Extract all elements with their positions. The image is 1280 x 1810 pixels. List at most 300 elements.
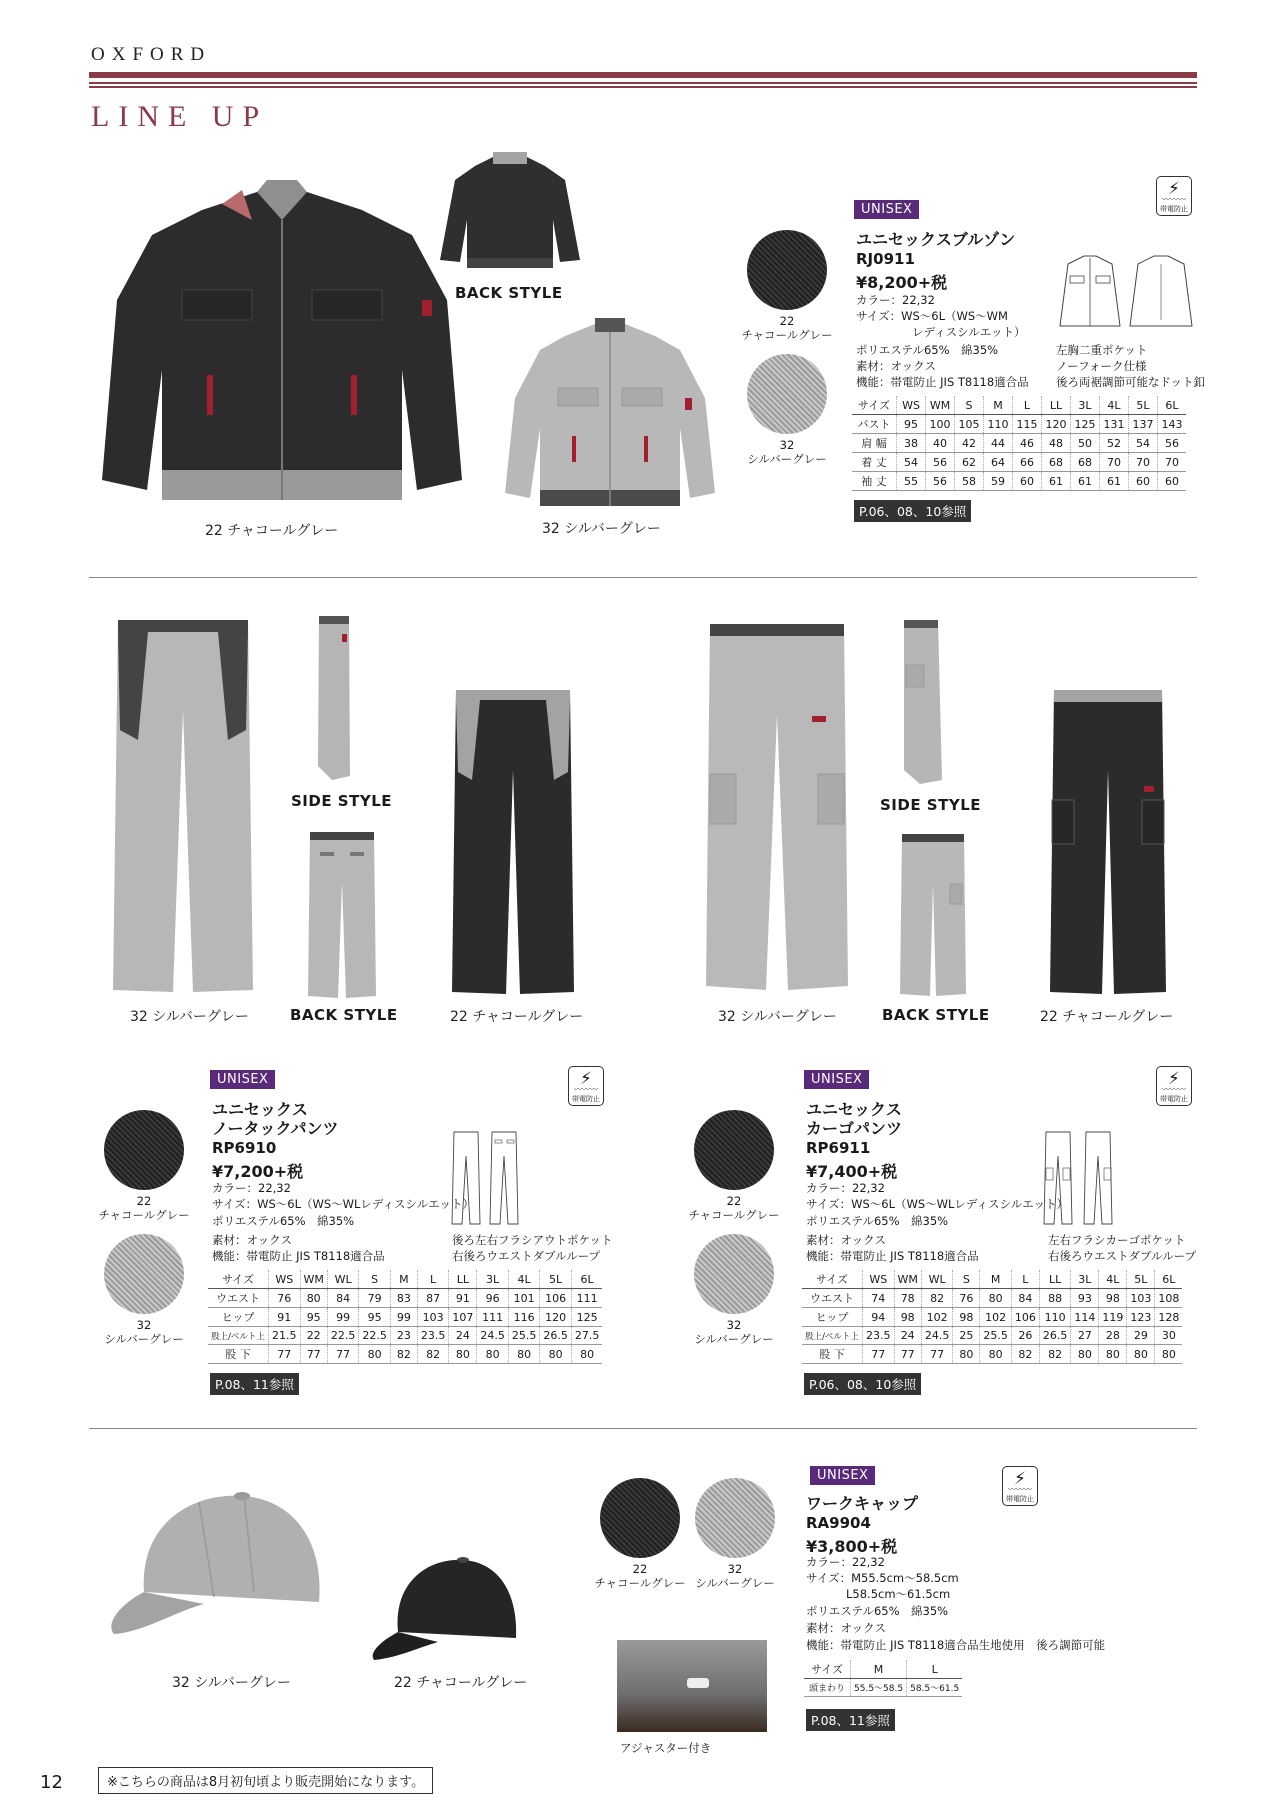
size-table-cell: 66 — [1013, 453, 1042, 472]
unisex-badge: UNISEX — [854, 200, 919, 219]
swatch-code: 22 — [779, 314, 795, 328]
product-function: 機能：帯電防止 JIS T8118適合品生地使用 後ろ調節可能 — [806, 1638, 1106, 1652]
pants2-side-image — [898, 620, 946, 786]
pants2-caption-silver: 32 シルバーグレー — [718, 1009, 837, 1025]
swatch-name: シルバーグレー — [104, 1332, 184, 1346]
size-table-cell: 5L — [1127, 1270, 1155, 1289]
cap-adjuster-image — [617, 1640, 767, 1732]
size-table-row — [208, 1308, 602, 1327]
size-table-cell: 42 — [955, 434, 984, 453]
antistatic-label: 帯電防止 — [1006, 1495, 1034, 1503]
size-table-cell: 79 — [359, 1289, 391, 1308]
size-table-row — [804, 1679, 962, 1697]
jacket-back-style-label: BACK STYLE — [455, 284, 563, 302]
size-table-cell: 26.5 — [540, 1327, 572, 1345]
pants1-size-table — [208, 1270, 602, 1364]
size-table-cell: 6L — [571, 1270, 602, 1289]
size-table-cell: 80 — [540, 1345, 572, 1364]
product-price: ¥8,200+税 — [856, 273, 948, 292]
size-table-cell: 55.5〜58.5 — [851, 1679, 907, 1697]
size-table-cell: 3L — [1071, 1270, 1099, 1289]
size-table-cell: 77 — [269, 1345, 301, 1364]
size-table-row — [208, 1345, 602, 1364]
jacket-charcoal-image — [82, 180, 482, 520]
size-table-label: 股上/ベルト上 — [802, 1327, 863, 1345]
unisex-badge: UNISEX — [810, 1466, 875, 1485]
size-table-cell: 82 — [417, 1345, 449, 1364]
size-table-cell: 27 — [1071, 1327, 1099, 1345]
size-table-cell: 44 — [984, 434, 1013, 453]
size-table-label: 袖 丈 — [852, 472, 897, 491]
feature-1: 後ろ左右フラシアウトポケット — [452, 1233, 613, 1247]
size-table-cell: 80 — [1127, 1345, 1155, 1364]
product-function: 機能：帯電防止 JIS T8118適合品 — [212, 1249, 385, 1263]
product-fabric: 素材：オックス — [856, 359, 937, 373]
size-table-cell: 61 — [1071, 472, 1100, 491]
size-table-label: 股上/ベルト上 — [208, 1327, 269, 1345]
swatch-charcoal — [747, 230, 827, 310]
size-table-label: サイズ — [208, 1270, 269, 1289]
size-table-cell: 111 — [571, 1289, 602, 1308]
swatch-charcoal-label — [590, 1562, 690, 1590]
pants1-back-style-label: BACK STYLE — [290, 1006, 398, 1024]
unisex-badge: UNISEX — [804, 1070, 869, 1089]
size-table-cell: 59 — [984, 472, 1013, 491]
cap-caption-charcoal: 22 チャコールグレー — [394, 1675, 528, 1691]
swatch-name: チャコールグレー — [98, 1208, 190, 1222]
size-table-cell: 61 — [1100, 472, 1129, 491]
size-table-cell: S — [953, 1270, 980, 1289]
product-price: ¥3,800+税 — [806, 1537, 898, 1556]
swatch-silver-label — [94, 1318, 194, 1346]
size-table-row — [802, 1308, 1182, 1327]
size-table-cell: 87 — [417, 1289, 449, 1308]
product-fabric: 素材：オックス — [212, 1233, 293, 1247]
lightning-icon: ⚡ — [1168, 179, 1180, 199]
feature-1: 左右フラシカーゴポケット — [1048, 1233, 1186, 1247]
size-table-cell: 95 — [897, 415, 926, 434]
swatch-silver — [104, 1234, 184, 1314]
size-table-cell: 24.5 — [477, 1327, 509, 1345]
product-fabric: 素材：オックス — [806, 1621, 887, 1635]
jacket-size-table — [852, 396, 1186, 491]
swatch-code: 32 — [726, 1318, 742, 1332]
pants2-size-table — [802, 1270, 1182, 1364]
product-name-line2: カーゴパンツ — [806, 1119, 903, 1138]
size-table-cell: 27.5 — [571, 1327, 602, 1345]
jacket-line-drawing — [1056, 246, 1196, 336]
section-title: LINE UP — [91, 100, 269, 133]
size-table-cell: 80 — [449, 1345, 477, 1364]
size-table-cell: 123 — [1127, 1308, 1155, 1327]
swatch-name: チャコールグレー — [688, 1208, 780, 1222]
size-table-cell: L — [417, 1270, 449, 1289]
swatch-charcoal — [600, 1478, 680, 1558]
size-table-cell: 106 — [1011, 1308, 1039, 1327]
product-color: カラー：22,32 — [856, 293, 935, 307]
swatch-code: 22 — [726, 1194, 742, 1208]
feature-2: 右後ろウエストダブルループ — [1048, 1249, 1197, 1263]
cap-charcoal-image — [368, 1552, 528, 1662]
size-table-cell: 105 — [955, 415, 984, 434]
size-table-cell: 28 — [1099, 1327, 1127, 1345]
feature-2: 右後ろウエストダブルループ — [452, 1249, 601, 1263]
size-table-cell: 5L — [1129, 396, 1158, 415]
size-table-cell: WL — [327, 1270, 359, 1289]
product-color: カラー：22,32 — [212, 1181, 291, 1195]
size-table-cell: 70 — [1158, 453, 1187, 472]
swatch-name: チャコールグレー — [741, 328, 833, 342]
size-table-cell: M — [984, 396, 1013, 415]
product-size: サイズ：M55.5cm〜58.5cm — [806, 1571, 959, 1585]
size-table-cell: 98 — [1099, 1289, 1127, 1308]
size-table-cell: 64 — [984, 453, 1013, 472]
product-name: ワークキャップ — [806, 1494, 919, 1513]
swatch-name: シルバーグレー — [694, 1332, 774, 1346]
header-band-thin — [89, 82, 1197, 84]
antistatic-icon: ⚡ 〰〰〰 帯電防止 — [1156, 176, 1192, 216]
size-table-cell: 24 — [449, 1327, 477, 1345]
lightning-icon: ⚡ — [1014, 1469, 1026, 1489]
size-table-cell: 102 — [921, 1308, 953, 1327]
cap-size-table — [804, 1660, 962, 1697]
size-table-cell: 4L — [1100, 396, 1129, 415]
size-table-cell: 94 — [863, 1308, 895, 1327]
size-table-cell: 58 — [955, 472, 984, 491]
size-table-cell: 54 — [1129, 434, 1158, 453]
size-table-cell: 4L — [508, 1270, 540, 1289]
size-table-cell: L — [1013, 396, 1042, 415]
size-table-cell: 98 — [894, 1308, 921, 1327]
size-table-cell: 40 — [926, 434, 955, 453]
size-table-cell: 82 — [1039, 1345, 1071, 1364]
jacket-caption-charcoal: 22 チャコールグレー — [205, 523, 339, 539]
size-table-cell: 91 — [449, 1289, 477, 1308]
size-table-cell: 80 — [980, 1345, 1012, 1364]
size-table-cell: 80 — [1155, 1345, 1183, 1364]
size-table-cell: 80 — [953, 1345, 980, 1364]
swatch-silver-label — [684, 1318, 784, 1346]
swatch-silver — [694, 1234, 774, 1314]
product-material: ポリエステル65% 綿35% — [212, 1214, 355, 1228]
size-table-header — [804, 1660, 962, 1679]
antistatic-label: 帯電防止 — [572, 1095, 600, 1103]
size-table-cell: 60 — [1013, 472, 1042, 491]
brand-name: OXFORD — [91, 44, 212, 65]
size-table-cell: 24 — [894, 1327, 921, 1345]
header-band-thin — [89, 86, 1197, 88]
size-table-cell: 23.5 — [863, 1327, 895, 1345]
size-table-cell: LL — [449, 1270, 477, 1289]
size-table-cell: 103 — [1127, 1289, 1155, 1308]
size-table-cell: 91 — [269, 1308, 301, 1327]
page-reference: P.06、08、10参照 — [804, 1373, 921, 1395]
size-table-cell: 23.5 — [417, 1327, 449, 1345]
size-table-cell: 80 — [508, 1345, 540, 1364]
size-table-row — [208, 1289, 602, 1308]
size-table-cell: 125 — [571, 1308, 602, 1327]
product-size: サイズ：WS〜6L（WS〜WM — [856, 309, 1008, 323]
product-material: ポリエステル65% 綿35% — [806, 1604, 949, 1618]
pants1-side-style-label: SIDE STYLE — [291, 792, 393, 810]
size-table-cell: 101 — [508, 1289, 540, 1308]
size-table-cell: 5L — [540, 1270, 572, 1289]
antistatic-label: 帯電防止 — [1160, 205, 1188, 213]
size-table-cell: 6L — [1158, 396, 1187, 415]
product-function: 機能：帯電防止 JIS T8118適合品 — [856, 375, 1029, 389]
size-table-cell: M — [851, 1660, 907, 1679]
size-table-cell: 76 — [953, 1289, 980, 1308]
feature-1: 左胸二重ポケット — [1056, 343, 1148, 357]
swatch-silver-label — [737, 438, 837, 466]
size-table-cell: 88 — [1039, 1289, 1071, 1308]
size-table-cell: 77 — [921, 1345, 953, 1364]
product-code: RP6911 — [806, 1139, 871, 1157]
swatch-name: シルバーグレー — [695, 1576, 775, 1590]
size-table-cell: 143 — [1158, 415, 1187, 434]
size-table-cell: 25.5 — [980, 1327, 1012, 1345]
size-table-cell: 70 — [1100, 453, 1129, 472]
size-table-cell: 82 — [1011, 1345, 1039, 1364]
size-table-cell: 93 — [1071, 1289, 1099, 1308]
size-table-cell: LL — [1039, 1270, 1071, 1289]
size-table-cell: 70 — [1129, 453, 1158, 472]
pants1-charcoal-image — [448, 690, 578, 998]
size-table-cell: 115 — [1013, 415, 1042, 434]
pants1-back-image — [306, 832, 378, 1000]
feature-3: 後ろ両裾調節可能なドット釦 — [1056, 375, 1206, 389]
swatch-silver — [695, 1478, 775, 1558]
page-reference: P.08、11参照 — [210, 1373, 299, 1395]
size-table-cell: 22.5 — [327, 1327, 359, 1345]
size-table-cell: 80 — [477, 1345, 509, 1364]
swatch-name: シルバーグレー — [747, 452, 827, 466]
size-table-cell: 99 — [327, 1308, 359, 1327]
size-table-cell: 54 — [897, 453, 926, 472]
size-table-cell: 60 — [1129, 472, 1158, 491]
size-table-cell: 55 — [897, 472, 926, 491]
size-table-cell: 30 — [1155, 1327, 1183, 1345]
size-table-label: サイズ — [802, 1270, 863, 1289]
size-table-row — [802, 1345, 1182, 1364]
page-reference: P.08、11参照 — [806, 1709, 895, 1731]
size-table-cell: 80 — [980, 1289, 1012, 1308]
swatch-code: 32 — [779, 438, 795, 452]
size-table-cell: 125 — [1071, 415, 1100, 434]
size-table-label: 肩 幅 — [852, 434, 897, 453]
product-name-line1: ユニセックス — [212, 1100, 308, 1119]
pants2-silver-image — [702, 624, 852, 994]
adjuster-buckle — [687, 1678, 709, 1688]
swatch-charcoal-label — [737, 314, 837, 342]
size-table-cell: 131 — [1100, 415, 1129, 434]
size-table-cell: WS — [863, 1270, 895, 1289]
pants2-caption-charcoal: 22 チャコールグレー — [1040, 1009, 1174, 1025]
size-table-cell: 77 — [863, 1345, 895, 1364]
size-table-cell: 26 — [1011, 1327, 1039, 1345]
size-table-header — [208, 1270, 602, 1289]
size-table-cell: 102 — [980, 1308, 1012, 1327]
swatch-silver — [747, 354, 827, 434]
size-table-cell: WM — [926, 396, 955, 415]
size-table-cell: 83 — [390, 1289, 417, 1308]
size-table-label: 着 丈 — [852, 453, 897, 472]
size-table-cell: 110 — [984, 415, 1013, 434]
size-table-cell: 84 — [327, 1289, 359, 1308]
product-size-note: レディスシルエット） — [912, 325, 1026, 339]
product-fabric: 素材：オックス — [806, 1233, 887, 1247]
size-table-cell: 23 — [390, 1327, 417, 1345]
size-table-cell: 50 — [1071, 434, 1100, 453]
product-code: RJ0911 — [856, 250, 915, 268]
product-name-line1: ユニセックス — [806, 1100, 902, 1119]
pants1-caption-charcoal: 22 チャコールグレー — [450, 1009, 584, 1025]
size-table-cell: 58.5〜61.5 — [907, 1679, 963, 1697]
size-table-cell: 77 — [300, 1345, 327, 1364]
size-table-label: バスト — [852, 415, 897, 434]
product-color: カラー：22,32 — [806, 1555, 885, 1569]
size-table-cell: 80 — [1071, 1345, 1099, 1364]
jacket-back-image — [435, 150, 585, 272]
product-name: ユニセックスブルゾン — [856, 230, 1016, 249]
size-table-row — [852, 434, 1186, 453]
antistatic-icon: ⚡ 〰〰〰 帯電防止 — [568, 1066, 604, 1106]
size-table-cell: 46 — [1013, 434, 1042, 453]
pants2-side-style-label: SIDE STYLE — [880, 796, 982, 814]
swatch-charcoal-label — [94, 1194, 194, 1222]
swatch-code: 32 — [136, 1318, 152, 1332]
size-table-cell: 116 — [508, 1308, 540, 1327]
pants2-line-drawing — [1042, 1128, 1118, 1228]
size-table-cell: 52 — [1100, 434, 1129, 453]
size-table-cell: 77 — [894, 1345, 921, 1364]
product-code: RP6910 — [212, 1139, 277, 1157]
page-number: 12 — [40, 1772, 63, 1793]
size-table-cell: 114 — [1071, 1308, 1099, 1327]
size-table-cell: M — [390, 1270, 417, 1289]
size-table-label: ウエスト — [802, 1289, 863, 1308]
size-table-cell: 108 — [1155, 1289, 1183, 1308]
jacket-caption-silver: 32 シルバーグレー — [542, 521, 661, 537]
size-table-cell: 25.5 — [508, 1327, 540, 1345]
size-table-cell: 56 — [926, 453, 955, 472]
size-table-header — [852, 396, 1186, 415]
size-table-cell: 95 — [359, 1308, 391, 1327]
size-table-cell: 128 — [1155, 1308, 1183, 1327]
size-table-cell: M — [980, 1270, 1012, 1289]
size-table-row — [802, 1327, 1182, 1345]
antistatic-icon: ⚡ 〰〰〰 帯電防止 — [1002, 1466, 1038, 1506]
size-table-cell: 84 — [1011, 1289, 1039, 1308]
size-table-cell: 80 — [571, 1345, 602, 1364]
swatch-charcoal — [694, 1110, 774, 1190]
size-table-cell: 61 — [1042, 472, 1071, 491]
product-size-l: L58.5cm〜61.5cm — [846, 1587, 951, 1601]
swatch-code: 32 — [727, 1562, 743, 1576]
size-table-cell: 106 — [540, 1289, 572, 1308]
size-table-cell: 80 — [1099, 1345, 1127, 1364]
size-table-cell: 29 — [1127, 1327, 1155, 1345]
size-table-cell: 120 — [540, 1308, 572, 1327]
size-table-cell: 24.5 — [921, 1327, 953, 1345]
size-table-cell: WM — [894, 1270, 921, 1289]
size-table-cell: 82 — [390, 1345, 417, 1364]
size-table-label: 股 下 — [802, 1345, 863, 1364]
lightning-icon: ⚡ — [1168, 1069, 1180, 1089]
size-table-cell: 80 — [300, 1289, 327, 1308]
product-material: ポリエステル65% 綿35% — [806, 1214, 949, 1228]
size-table-label: サイズ — [852, 396, 897, 415]
unisex-badge: UNISEX — [210, 1070, 275, 1089]
size-table-cell: 110 — [1039, 1308, 1071, 1327]
size-table-cell: 56 — [926, 472, 955, 491]
size-table-cell: 119 — [1099, 1308, 1127, 1327]
size-table-cell: 21.5 — [269, 1327, 301, 1345]
product-color: カラー：22,32 — [806, 1181, 885, 1195]
size-table-cell: L — [1011, 1270, 1039, 1289]
pants2-back-image — [898, 834, 968, 998]
size-table-cell: WS — [269, 1270, 301, 1289]
size-table-cell: 103 — [417, 1308, 449, 1327]
size-table-cell: 99 — [390, 1308, 417, 1327]
size-table-label: ウエスト — [208, 1289, 269, 1308]
antistatic-label: 帯電防止 — [1160, 1095, 1188, 1103]
lightning-icon: ⚡ — [580, 1069, 592, 1089]
size-table-cell: 96 — [477, 1289, 509, 1308]
size-table-cell: 56 — [1158, 434, 1187, 453]
size-table-cell: LL — [1042, 396, 1071, 415]
swatch-charcoal-label — [684, 1194, 784, 1222]
size-table-cell: 107 — [449, 1308, 477, 1327]
size-table-cell: 3L — [477, 1270, 509, 1289]
size-table-cell: 22.5 — [359, 1327, 391, 1345]
size-table-cell: S — [359, 1270, 391, 1289]
product-material: ポリエステル65% 綿35% — [856, 343, 999, 357]
size-table-cell: WM — [300, 1270, 327, 1289]
swatch-silver-label — [685, 1562, 785, 1590]
size-table-cell: 95 — [300, 1308, 327, 1327]
size-table-row — [852, 472, 1186, 491]
size-table-row — [852, 453, 1186, 472]
size-table-cell: 3L — [1071, 396, 1100, 415]
release-notice: ※こちらの商品は8月初旬頃より販売開始になります。 — [98, 1767, 433, 1794]
product-function: 機能：帯電防止 JIS T8118適合品 — [806, 1249, 979, 1263]
product-code: RA9904 — [806, 1514, 871, 1532]
size-table-label: 股 下 — [208, 1345, 269, 1364]
size-table-cell: 82 — [921, 1289, 953, 1308]
size-table-cell: 111 — [477, 1308, 509, 1327]
product-name-line2: ノータックパンツ — [212, 1119, 339, 1138]
header-band-thick — [89, 72, 1197, 78]
pants1-silver-image — [108, 620, 258, 998]
size-table-cell: 74 — [863, 1289, 895, 1308]
section-divider — [89, 577, 1197, 578]
size-table-label: ヒップ — [802, 1308, 863, 1327]
pants2-back-style-label: BACK STYLE — [882, 1006, 990, 1024]
antistatic-icon: ⚡ 〰〰〰 帯電防止 — [1156, 1066, 1192, 1106]
product-size: サイズ：WS〜6L（WS〜WLレディスシルエット） — [212, 1197, 474, 1211]
size-table-label: ヒップ — [208, 1308, 269, 1327]
size-table-label: サイズ — [804, 1660, 851, 1679]
size-table-cell: 26.5 — [1039, 1327, 1071, 1345]
size-table-cell: L — [907, 1660, 963, 1679]
size-table-cell: 78 — [894, 1289, 921, 1308]
size-table-row — [208, 1327, 602, 1345]
jacket-silver-image — [500, 318, 720, 510]
size-table-cell: 6L — [1155, 1270, 1183, 1289]
size-table-cell: 137 — [1129, 415, 1158, 434]
size-table-cell: 68 — [1042, 453, 1071, 472]
